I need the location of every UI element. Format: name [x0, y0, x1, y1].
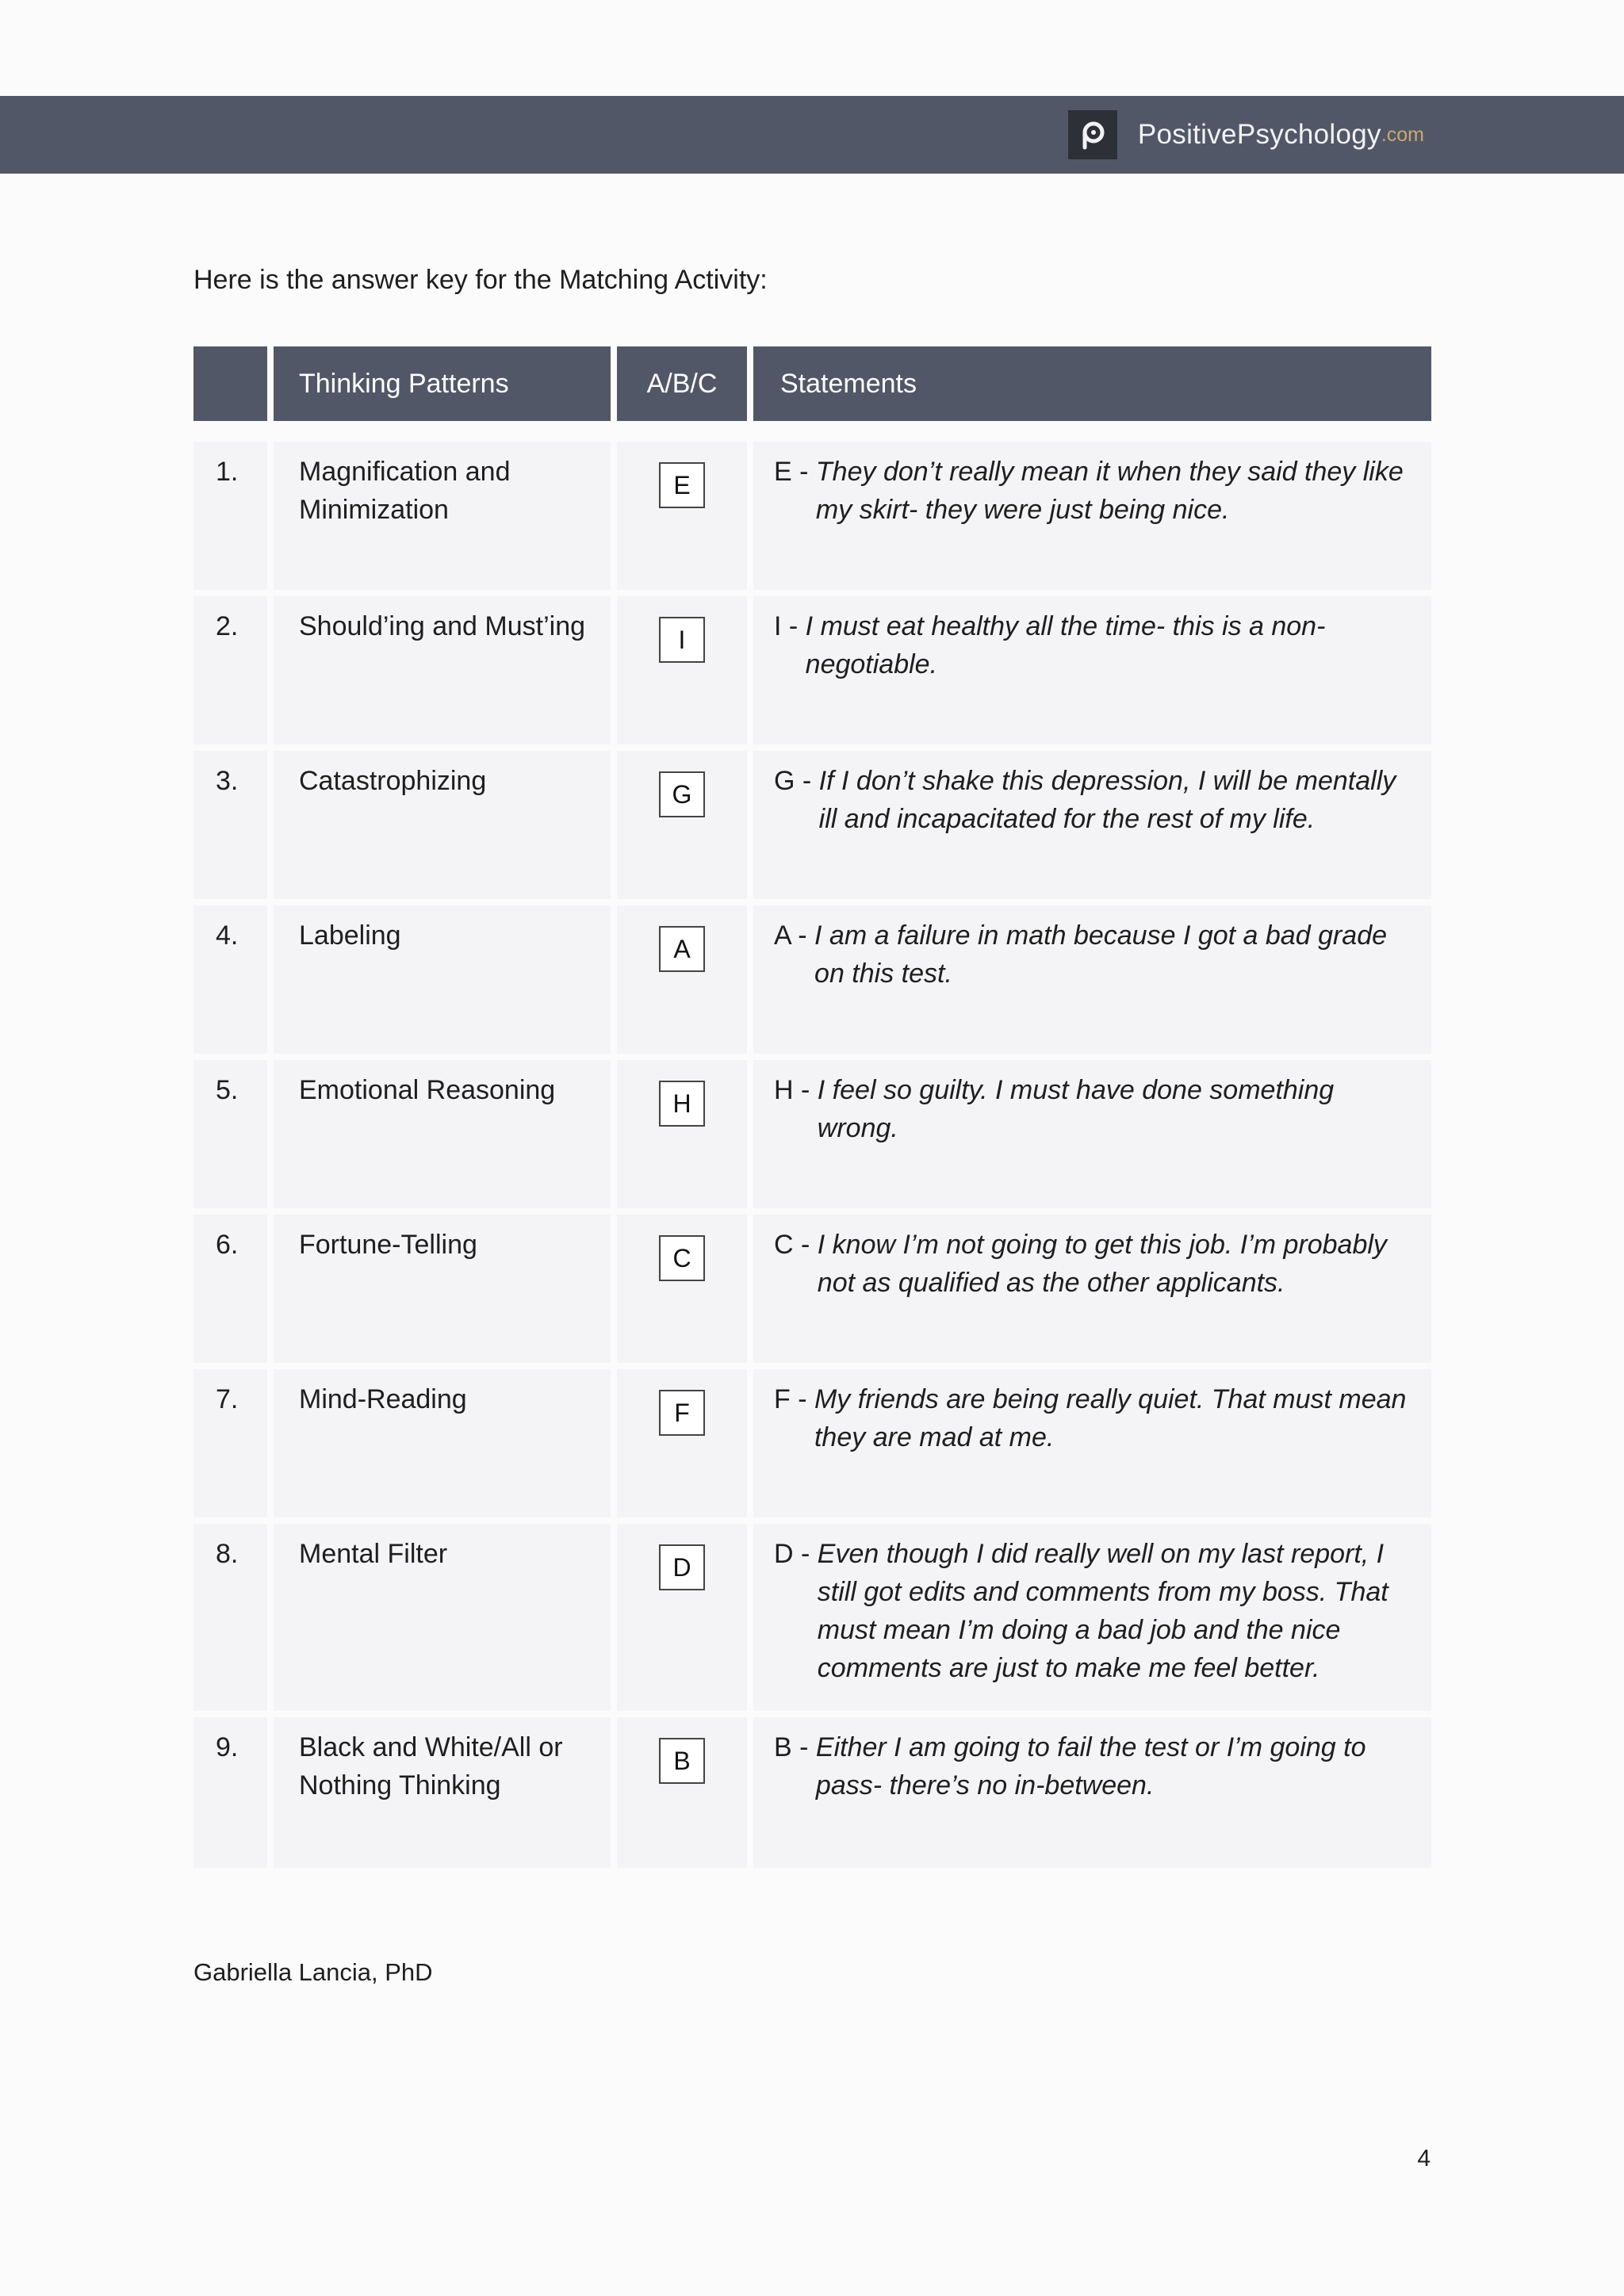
answer-cell: [617, 1369, 747, 1517]
row-number: 5.: [193, 1060, 267, 1208]
statement-text: I feel so guilty. I must have done something wrong.: [817, 1075, 1335, 1143]
table-row: [193, 442, 1431, 590]
statement-letter: A -: [774, 920, 815, 951]
answer-box[interactable]: C: [659, 1235, 705, 1281]
statement-cell: [753, 442, 1431, 590]
answer-cell: [617, 1524, 747, 1711]
row-number: 3.: [193, 751, 267, 899]
answer-box[interactable]: I: [659, 617, 705, 663]
statement-text: They don’t really mean it when they said they like my skirt- they were just being nice.: [815, 457, 1404, 525]
thinking-pattern: Emotional Reasoning: [274, 1060, 611, 1208]
thinking-pattern: Mind-Reading: [274, 1369, 611, 1517]
table-header-row: [193, 346, 1431, 421]
statement-cell: [753, 1717, 1431, 1868]
table-row: [193, 1369, 1431, 1517]
statement-text: I must eat healthy all the time- this is a non-negotiable.: [805, 611, 1326, 679]
thinking-pattern: Black and White/All or Nothing Thinking: [274, 1717, 611, 1868]
thinking-pattern: Catastrophizing: [274, 751, 611, 899]
statement-text: If I don’t shake this depression, I will be mentally ill and incapacitated for the rest of my life.: [818, 766, 1396, 834]
statement-letter: H -: [774, 1075, 818, 1105]
statement-cell: [753, 905, 1431, 1054]
intro-text: Here is the answer key for the Matching Activity:: [193, 265, 768, 295]
row-number: 9.: [193, 1717, 267, 1868]
positivepsychology-logo-icon: [1068, 110, 1117, 159]
answer-cell: [617, 751, 747, 899]
answer-box[interactable]: A: [659, 926, 705, 972]
statement-letter: F -: [774, 1384, 814, 1414]
statement-text: Even though I did really well on my last report, I still got edits and comments from my boss. That must mean I’m doing a bad job and the nice comments are just to make me feel better.: [817, 1539, 1388, 1683]
statement-letter: C -: [774, 1230, 818, 1260]
statement-text: I am a failure in math because I got a bad grade on this test.: [814, 920, 1388, 989]
answer-cell: [617, 1060, 747, 1208]
answer-cell: [617, 442, 747, 590]
thinking-pattern: Mental Filter: [274, 1524, 611, 1711]
brand-logo[interactable]: [1068, 110, 1424, 159]
table-row: [193, 596, 1431, 744]
statement-letter: E -: [774, 457, 816, 487]
answer-box[interactable]: E: [659, 462, 705, 508]
table-row: [193, 905, 1431, 1054]
header-thinking-patterns: Thinking Patterns: [274, 346, 611, 421]
row-number: 4.: [193, 905, 267, 1054]
answer-cell: [617, 1717, 747, 1868]
statement-letter: B -: [774, 1732, 816, 1762]
statement-cell: [753, 1369, 1431, 1517]
answer-box[interactable]: F: [659, 1390, 705, 1436]
row-number: 2.: [193, 596, 267, 744]
page-number: 4: [1417, 2145, 1431, 2172]
table-row: [193, 1524, 1431, 1711]
table-row: [193, 1717, 1431, 1868]
statement-cell: [753, 751, 1431, 899]
statement-letter: I -: [774, 611, 806, 641]
thinking-pattern: Should’ing and Must’ing: [274, 596, 611, 744]
statement-text: My friends are being really quiet. That must mean they are mad at me.: [814, 1384, 1407, 1452]
thinking-pattern: Labeling: [274, 905, 611, 1054]
statement-cell: [753, 1524, 1431, 1711]
row-number: 6.: [193, 1215, 267, 1363]
header-statements: Statements: [753, 346, 1431, 421]
brand-suffix: .com: [1381, 123, 1424, 146]
statement-cell: [753, 1060, 1431, 1208]
table-row: [193, 1060, 1431, 1208]
statement-letter: D -: [774, 1539, 818, 1569]
table-row: [193, 751, 1431, 899]
header-bar: [0, 96, 1624, 174]
header-abc: A/B/C: [617, 346, 747, 421]
statement-cell: [753, 596, 1431, 744]
statement-text: I know I’m not going to get this job. I’m probably not as qualified as the other applicants.: [817, 1230, 1387, 1298]
row-number: 7.: [193, 1369, 267, 1517]
answer-box[interactable]: D: [659, 1544, 705, 1590]
statement-letter: G -: [774, 766, 819, 796]
row-number: 8.: [193, 1524, 267, 1711]
answer-cell: [617, 905, 747, 1054]
brand-name: PositivePsychology: [1137, 119, 1381, 150]
answer-key-table: [193, 346, 1431, 1874]
thinking-pattern: Magnification and Minimization: [274, 442, 611, 590]
answer-cell: [617, 1215, 747, 1363]
answer-box[interactable]: G: [659, 771, 705, 817]
thinking-pattern: Fortune-Telling: [274, 1215, 611, 1363]
answer-cell: [617, 596, 747, 744]
statement-text: Either I am going to fail the test or I’m going to pass- there’s no in-between.: [815, 1732, 1366, 1800]
table-row: [193, 1215, 1431, 1363]
statement-cell: [753, 1215, 1431, 1363]
header-number: [193, 346, 267, 421]
author-name: Gabriella Lancia, PhD: [193, 1958, 433, 1986]
answer-box[interactable]: H: [659, 1081, 705, 1127]
answer-box[interactable]: B: [659, 1738, 705, 1784]
row-number: 1.: [193, 442, 267, 590]
